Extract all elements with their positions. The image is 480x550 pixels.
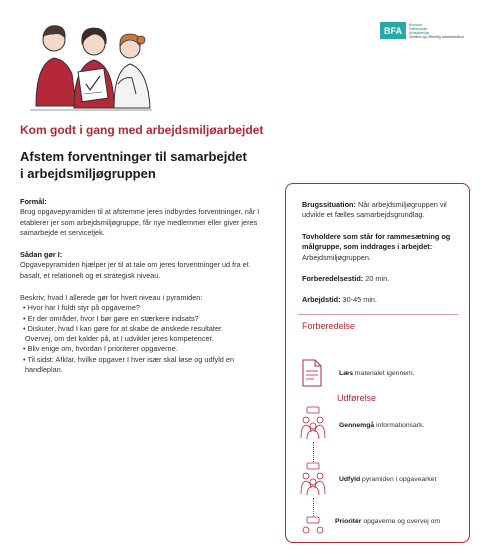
beskriv-intro: Beskriv, hvad I allerede gør for hvert niveau i pyramiden: xyxy=(20,293,203,302)
step-prioriter: Prioritér opgaverne og overvej om xyxy=(335,518,441,525)
list-item: • Er der områder, hvor I bør gøre en stærkere indsats? xyxy=(23,313,199,323)
panel-divider xyxy=(298,314,458,315)
bfa-logo xyxy=(380,22,464,39)
group-discussion-icon xyxy=(298,462,328,496)
brugssituation: Brugssituation: Når arbejdsmiljøgruppen vil udvikle et fælles samarbejdsgrundlag. xyxy=(302,200,447,220)
info-panel xyxy=(285,183,470,543)
arbejdstid: Arbejdstid: 30-45 min. xyxy=(302,295,378,304)
list-item: • Diskuter, hvad I kan gøre for at skabe de ønskede resultater. xyxy=(23,323,224,333)
saadan-text: Opgavepyramiden hjælper jer til at tale om jeres forventninger ud fra et basalt, et relationelt og et strategisk niveau. xyxy=(20,260,249,280)
title-line-1: Afstem forventninger til samarbejdet xyxy=(20,149,247,164)
saadan-section xyxy=(20,250,265,281)
step-udfyld: Udfyld pyramiden i opgavearket xyxy=(339,476,437,483)
step-gennemgaa: Gennemgå informationsark. xyxy=(339,422,425,429)
page-title xyxy=(20,148,247,182)
group-discussion-icon xyxy=(298,406,328,440)
people-illustration xyxy=(26,14,156,114)
bfa-logo-text: Branche Fællesskab Arbejdsmiljø Velfærd og Offentlig administration xyxy=(409,22,465,39)
formaal-section xyxy=(20,197,265,238)
step-connector xyxy=(313,442,314,462)
list-item-continuation: handleplan. xyxy=(25,365,63,375)
beskriv-section xyxy=(20,293,265,375)
list-item: • Hvor har I fuldt styr på opgaverne? xyxy=(23,303,140,313)
list-item: • Bliv enige om, hvordan I prioriterer opgaverne. xyxy=(23,344,178,354)
list-item-continuation: Overvej, om det kalder på, at I udvikler jeres kompetencer. xyxy=(25,334,214,344)
step-laes: Læs materialet igennem. xyxy=(339,370,415,377)
group-discussion-icon xyxy=(298,516,328,550)
list-item: • Til sidst: Afklar, hvilke opgaver I hver især skal løse og udfyld en xyxy=(23,354,235,364)
document-icon xyxy=(302,359,322,387)
step-connector xyxy=(313,498,314,516)
tovholdere: Tovholdere som står for rammesætning og målgruppe, som inddrages i arbejdet: Arbejdsmiljøgruppen. xyxy=(302,232,451,262)
forberedelse-heading: Forberedelse xyxy=(302,321,356,331)
bfa-logo-mark: BFA xyxy=(380,22,406,39)
kicker-heading: Kom godt i gang med arbejdsmiljøarbejdet xyxy=(20,123,264,137)
udfoerelse-heading: Udførelse xyxy=(337,393,377,403)
formaal-text: Brug opgavepyramiden til at afstemme jeres indbyrdes forventninger, når I etablerer jer som arbejdsmiljøgruppe, får nye medlemmer eller giver jeres samarbejde et servicetjek. xyxy=(20,207,260,237)
forberedelsestid: Forberedelsestid: 20 min. xyxy=(302,274,390,283)
saadan-heading: Sådan gør I: xyxy=(20,250,63,259)
title-line-2: i arbejdsmiljøgruppen xyxy=(20,166,156,181)
formaal-heading: Formål: xyxy=(20,197,47,206)
